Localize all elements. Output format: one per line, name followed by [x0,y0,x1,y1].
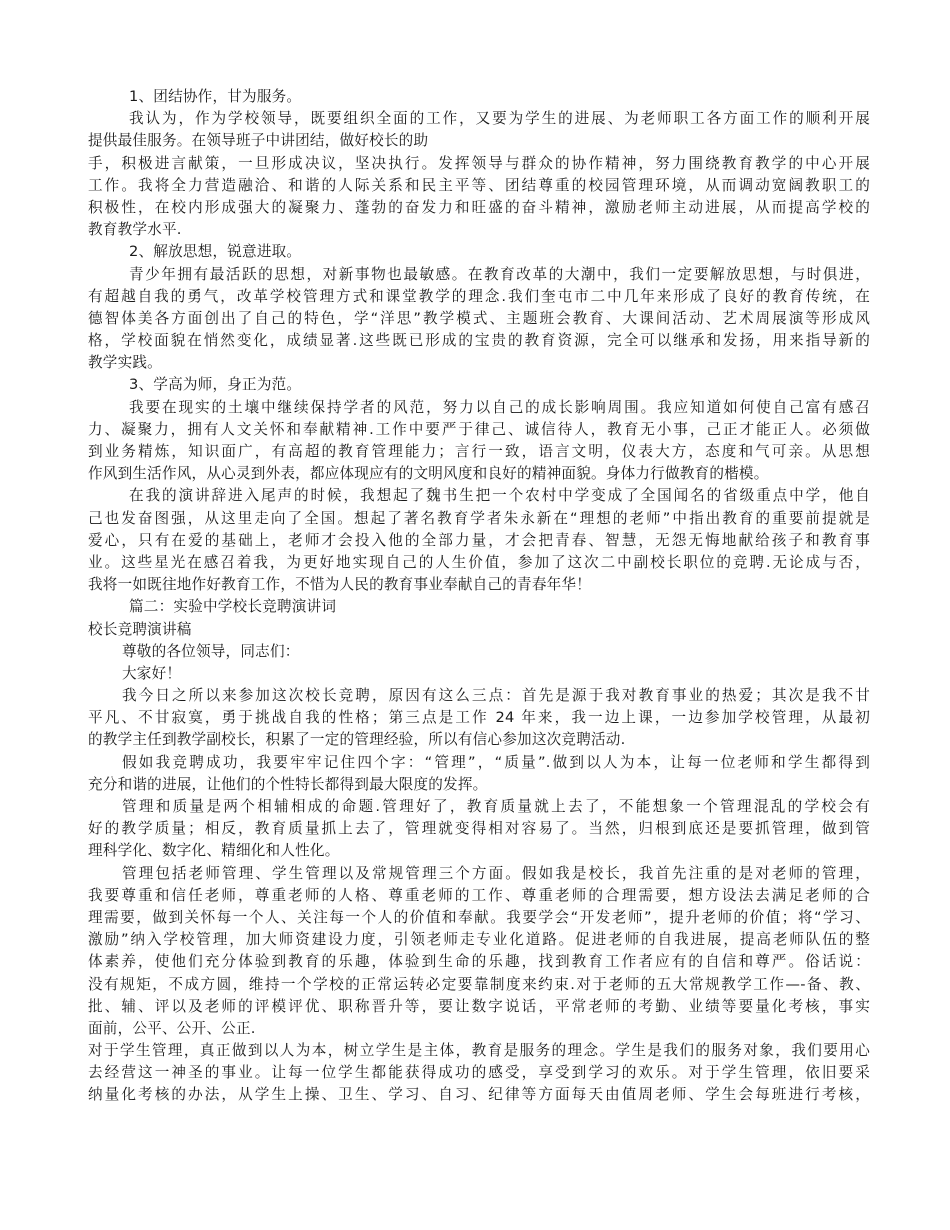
text-line: 去经营这一神圣的事业。让每一位学生都能获得成功的感受，享受到学习的欢乐。对于学生管理，依旧要采 [88,1064,870,1082]
text-line: 己也发奋图强，从这里走向了全国。想起了著名教育学者朱永新在“理想的老师”中指出教育的重要前提就是 [88,509,870,527]
text-line: 我要尊重和信任老师，尊重老师的人格、尊重老师的工作、尊重老师的合理需要，想方设法去满足老师的合 [88,886,870,904]
text-line: 我将一如既往地作好教育工作，不惜为人民的教育事业奉献自己的青春年华！ [88,576,591,594]
text-line: 提供最佳服务。在领导班子中讲团结，做好校长的助 [88,132,429,150]
text-line: 有超越自我的勇气，改革学校管理方式和课堂教学的理念.我们奎屯市二中几年来形成了良好的教育传统，在 [88,287,870,305]
text-line: 管理包括老师管理、学生管理以及常规管理三个方面。假如我是校长，我首先注重的是对老师的管理， [122,864,870,882]
text-line: 2、解放思想，锐意进取。 [129,243,302,261]
text-line: 理需要，做到关怀每一个人、关注每一个人的价值和奉献。我要学会“开发老师”，提升老师的价值；将“学习、 [88,908,870,926]
text-line: 1、团结协作，甘为服务。 [129,88,302,105]
text-line: 教学实践。 [88,354,162,372]
text-line: 校长竞聘演讲稿 [88,620,192,638]
text-line: 德智体美各方面创出了自己的特色，学“洋思”教学模式、主题班会教育、大课间活动、艺术周展演等形成风 [88,309,870,327]
text-line: 积极性，在校内形成强大的凝聚力、蓬勃的奋发力和旺盛的奋斗精神，激励老师主动进展，从而提高学校的 [88,198,870,216]
text-line: 篇二：实验中学校长竞聘演讲词 [129,598,337,616]
text-line: 在我的演讲辞进入尾声的时候，我想起了魏书生把一个农村中学变成了全国闻名的省级重点中学，他自 [129,487,870,505]
text-line: 理科学化、数字化、精细化和人性化。 [88,842,340,860]
text-line: 纳量化考核的办法，从学生上操、卫生、学习、自习、纪律等方面每天由值周老师、学生会每班进行考核， [88,1086,870,1104]
text-line: 我今日之所以来参加这次校长竞聘，原因有这么三点：首先是源于我对教育事业的热爱；其次是我不甘 [122,687,870,705]
text-line: 好的教学质量；相反，教育质量抓上去了，管理就变得相对容易了。当然，归根到底还是要抓管理，做到管 [88,820,870,838]
text-line: 力、凝聚力，拥有人文关怀和奉献精神.工作中要严于律己、诚信待人，教育无小事，己正才能正人。必须做 [88,420,870,438]
text-line: 激励”纳入学校管理，加大师资建设力度，引领老师走专业化道路。促进老师的自我进展，提高老师队伍的整 [88,931,870,949]
text-line: 格，学校面貌在悄然变化，成绩显著.这些既已形成的宝贵的教育资源，完全可以继承和发扬，用来指导新的 [88,332,870,350]
text-line: 爱心，只有在爱的基础上，老师才会投入他的全部力量，才会把青春、智慧，无怨无悔地献给孩子和教育事 [88,531,870,549]
text-line: 我认为，作为学校领导，既要组织全面的工作，又要为学生的进展、为老师职工各方面工作的顺利开展 [129,110,870,128]
text-line: 平凡、不甘寂寞，勇于挑战自我的性格；第三点是工作 24 年来，我一边上课，一边参加学校管理，从最初 [88,709,870,727]
text-line: 体素养，使他们充分体验到教育的乐趣，体验到生命的乐趣，找到教育工作者应有的自信和尊严。俗话说： [88,953,870,971]
text-line: 工作。我将全力营造融洽、和谐的人际关系和民主平等、团结尊重的校园管理环境，从而调动宽阔教职工的 [88,176,870,194]
text-line: 尊敬的各位领导，同志们： [122,642,300,660]
text-line: 大家好！ [122,664,182,682]
text-line: 对于学生管理，真正做到以人为本，树立学生是主体，教育是服务的理念。学生是我们的服务对象，我们要用心 [88,1042,870,1060]
text-line: 的教学主任到教学副校长，积累了一定的管理经验，所以有信心参加这次竞聘活动. [88,731,626,749]
text-line: 没有规矩，不成方圆，维持一个学校的正常运转必定要靠制度来约束.对于老师的五大常规教学工作—-备、教、 [88,975,870,993]
text-line: 教育教学水平. [88,221,182,239]
text-line: 面前，公平、公开、公正. [88,1019,256,1037]
text-line: 批、辅、评以及老师的评模评优、职称晋升等，要让数字说话，平常老师的考勤、业绩等要量化考核，事实 [88,997,870,1015]
text-line: 管理和质量是两个相辅相成的命题.管理好了，教育质量就上去了，不能想象一个管理混乱的学校会有 [122,798,870,815]
text-line: 充分和谐的进展，让他们的个性特长都得到最大限度的发挥。 [88,775,488,793]
text-line: 假如我竞聘成功，我要牢牢记住四个字：“管理”，“质量”.做到以人为本，让每一位老师和学生都得到 [122,753,870,771]
text-line: 业。这些星光在感召着我，为更好地实现自己的人生价值，参加了这次二中副校长职位的竞聘.无论成与否， [88,553,870,571]
text-line: 青少年拥有最活跃的思想，对新事物也最敏感。在教育改革的大潮中，我们一定要解放思想，与时俱进， [129,265,870,283]
text-line: 我要在现实的土壤中继续保持学者的风范，努力以自己的成长影响周围。我应知道如何使自己富有感召 [129,398,870,416]
text-line: 3、学高为师，身正为范。 [129,376,302,394]
text-line: 作风到生活作风，从心灵到外表，都应体现应有的文明风度和良好的精神面貌。身体力行做教育的楷模。 [88,465,769,483]
text-line: 到业务精炼，知识面广，有高超的教育管理能力；言行一致，语言文明，仪表大方，态度和气可亲。从思想 [88,443,870,460]
text-line: 手，积极进言献策，一旦形成决议，坚决执行。发挥领导与群众的协作精神，努力围绕教育教学的中心开展 [88,154,870,172]
